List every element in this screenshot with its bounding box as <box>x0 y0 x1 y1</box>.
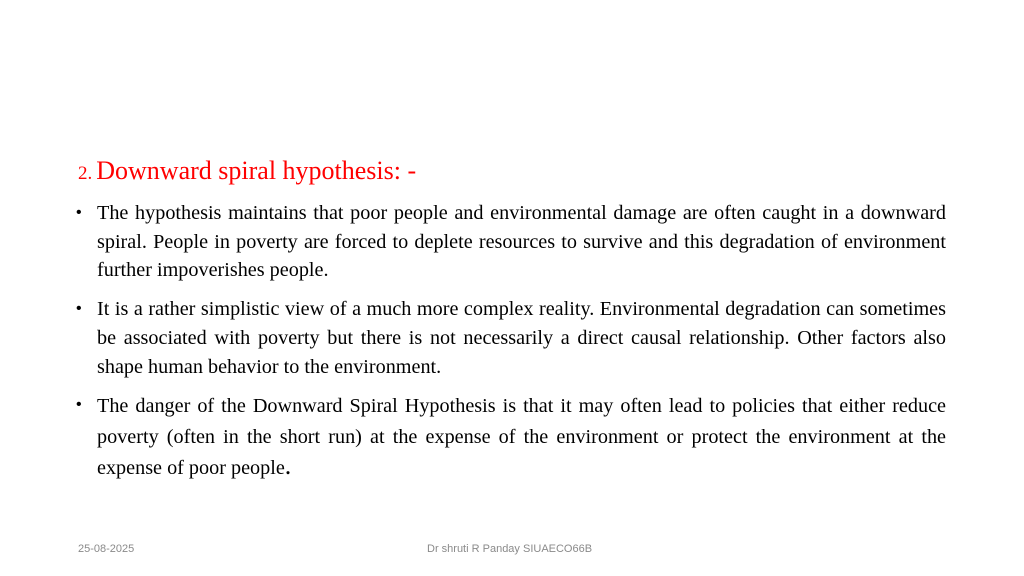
bullet-text: It is a rather simplistic view of a much more complex reality. Environmental degradation can sometimes be associated with poverty but there is not necessarily a direct causal relationship. Other factors also shape human behavior to the environment. <box>97 298 946 378</box>
heading-title: Downward spiral hypothesis: - <box>96 156 417 185</box>
footer-author: Dr shruti R Panday SIUAECO66B <box>427 543 593 555</box>
bullet-item <box>76 391 946 484</box>
bullet-item <box>76 199 946 285</box>
final-period: . <box>284 451 292 481</box>
bullet-list <box>76 199 946 494</box>
bullet-text: The hypothesis maintains that poor people and environmental damage are often caught in a downward spiral. People in poverty are forced to deplete resources to survive and this degradation of environment further impoverishes people. <box>97 202 946 282</box>
heading-number: 2. <box>78 163 93 184</box>
bullet-icon: • <box>76 300 82 318</box>
bullet-icon: • <box>76 204 82 221</box>
footer-date: 25-08-2025 <box>78 543 135 555</box>
bullet-item <box>76 295 946 381</box>
bullet-icon: • <box>76 396 82 414</box>
slide-heading <box>78 156 958 186</box>
bullet-text: The danger of the Downward Spiral Hypothesis is that it may often lead to policies that either reduce poverty (often in the short run) at the expense of the environment or protect the environment at the expense of poor people <box>97 395 946 480</box>
